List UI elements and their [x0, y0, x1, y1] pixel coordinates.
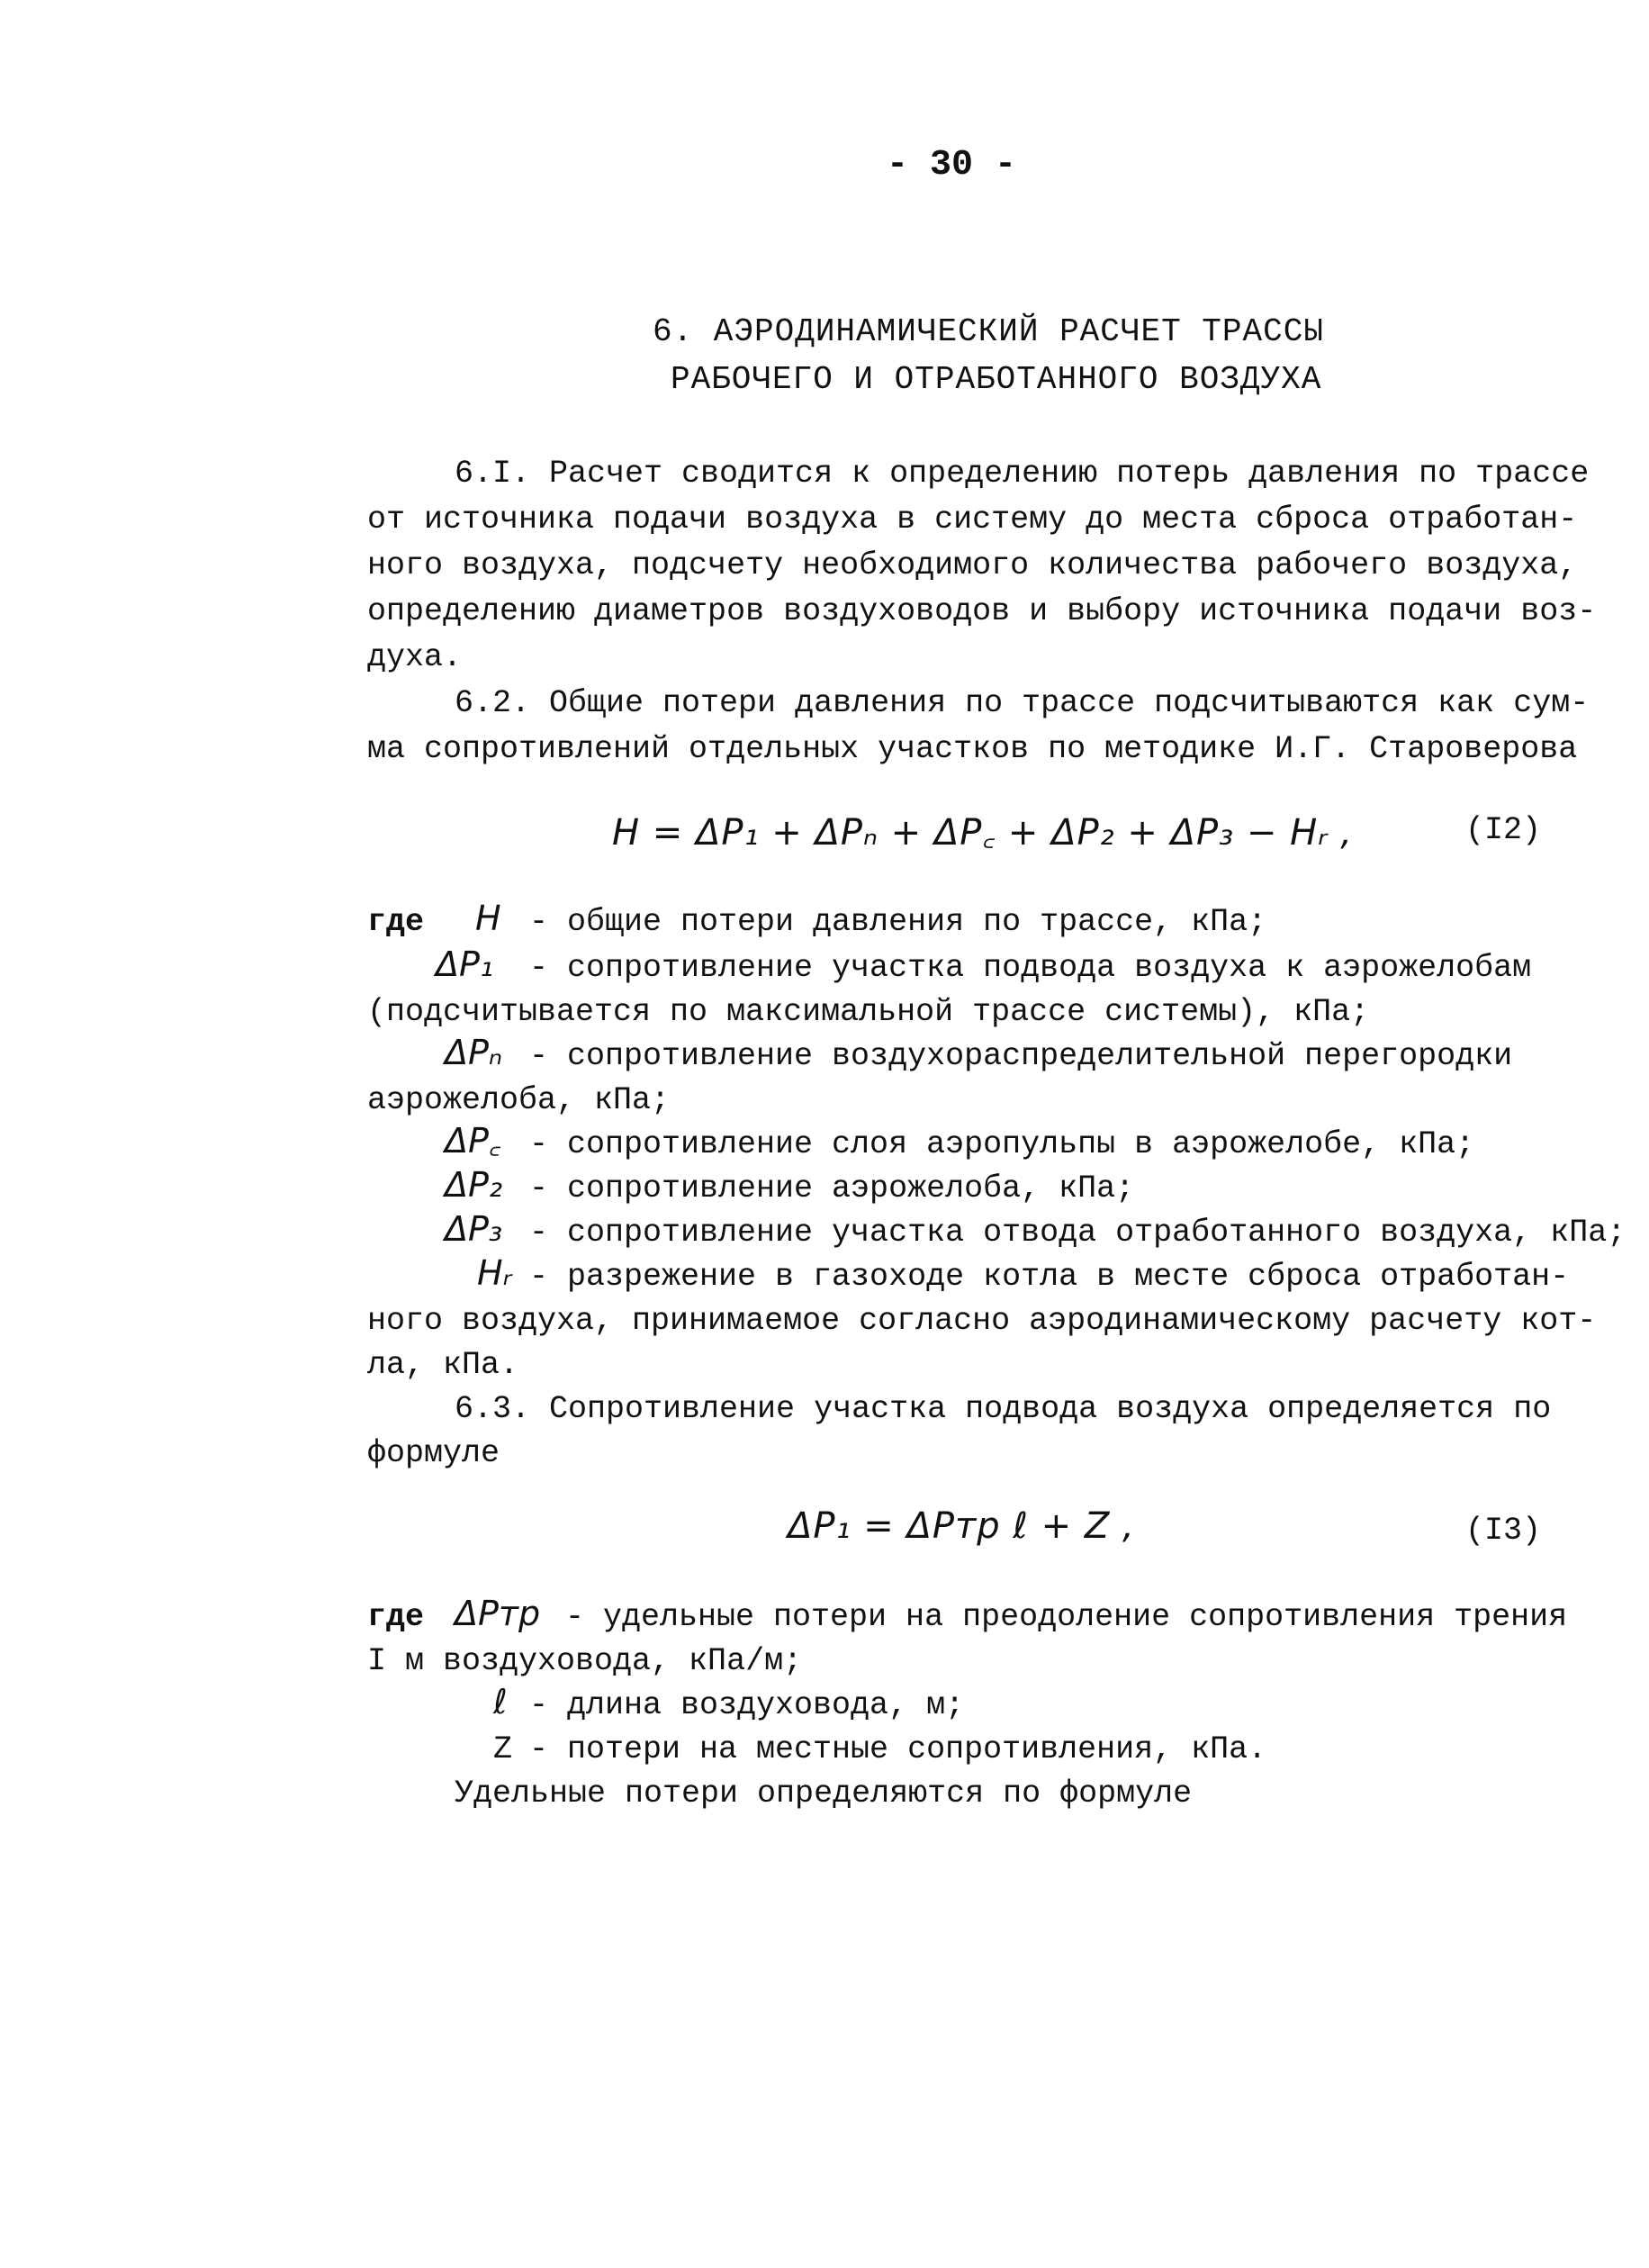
- definition-text: - общие потери давления по трассе, кПа;: [529, 904, 1267, 940]
- definition-text: - сопротивление участка подвода воздуха к аэрожелобам: [529, 950, 1532, 986]
- definition-text: - сопротивление воздухораспределительной перегородки: [529, 1038, 1513, 1074]
- definition-text: (подсчитывается по максимальной трассе системы), кПа;: [367, 994, 1370, 1030]
- symbol-l: ℓ: [493, 1682, 508, 1721]
- formula-12: [612, 806, 1353, 855]
- symbol-dPn: ΔPₙ: [445, 1033, 503, 1072]
- paragraph-6-1-line: от источника подачи воздуха в систему до места сброса отработан-: [367, 501, 1578, 538]
- paragraph-6-1-line: определению диаметров воздуховодов и выбору источника подачи воз-: [367, 593, 1597, 629]
- definition-text: - удельные потери на преодоление сопротивления трения: [565, 1599, 1568, 1635]
- paragraph-6-2-line: ма сопротивлений отдельных участков по методике И.Г. Староверова: [367, 731, 1578, 767]
- definition-text: - потери на местные сопротивления, кПа.: [529, 1731, 1267, 1767]
- symbol-dP2: ΔP₂: [445, 1165, 503, 1205]
- page-number: - 30 -: [887, 145, 1017, 185]
- symbol-dPc: ΔP꜀: [445, 1121, 501, 1161]
- where-label: где: [367, 1599, 425, 1635]
- formula-13: [788, 1505, 1135, 1547]
- paragraph-6-3-line: 6.3. Сопротивление участка подвода воздуха определяется по: [455, 1391, 1552, 1427]
- symbol-dPtr: ΔPтр: [455, 1594, 541, 1633]
- formula-13-number: (I3): [1465, 1513, 1542, 1549]
- definition-text: - сопротивление аэрожелоба, кПа;: [529, 1170, 1135, 1206]
- paragraph-6-1-line: ного воздуха, подсчету необходимого количества рабочего воздуха,: [367, 547, 1578, 583]
- definition-text: - сопротивление слоя аэропульпы в аэрожелобе, кПа;: [529, 1126, 1475, 1162]
- definition-text: I м воздуховода, кПа/м;: [367, 1643, 803, 1679]
- section-heading-line1: 6. АЭРОДИНАМИЧЕСКИЙ РАСЧЕТ ТРАССЫ: [653, 313, 1324, 350]
- definition-text: - длина воздуховода, м;: [529, 1687, 965, 1723]
- symbol-dP3: ΔP₃: [445, 1209, 503, 1249]
- paragraph-6-1-line: духа.: [367, 639, 463, 675]
- paragraph-6-2-line: 6.2. Общие потери давления по трассе подсчитываются как сум-: [455, 685, 1590, 721]
- formula-12-number: (I2): [1465, 812, 1542, 848]
- definition-text: - разрежение в газоходе котла в месте сброса отработан-: [529, 1259, 1570, 1295]
- final-line: Удельные потери определяются по формуле: [455, 1776, 1193, 1812]
- symbol-H: H: [475, 899, 501, 938]
- symbol-Hr: Hᵣ: [477, 1253, 512, 1293]
- symbol-Z: Z: [493, 1731, 513, 1767]
- symbol-dP1: ΔP₁: [436, 944, 494, 984]
- paragraph-6-1-line: 6.I. Расчет сводится к определению потерь давления по трассе: [455, 456, 1590, 492]
- where-label: где: [367, 904, 425, 940]
- definition-text: - сопротивление участка отвода отработанного воздуха, кПа;: [529, 1215, 1626, 1251]
- definition-text: ного воздуха, принимаемое согласно аэродинамическому расчету кот-: [367, 1303, 1597, 1339]
- paragraph-6-3-line: формуле: [367, 1435, 500, 1471]
- formula-12-text: H = ΔP₁ + ΔPₙ + ΔP꜀ + ΔP₂ + ΔP₃ − Hᵣ ,: [612, 812, 1353, 854]
- definition-text: аэрожелоба, кПа;: [367, 1082, 671, 1118]
- formula-13-text: ΔP₁ = ΔPтр ℓ + Z ,: [788, 1505, 1135, 1547]
- section-heading-line2: РАБОЧЕГО И ОТРАБОТАННОГО ВОЗДУХА: [671, 361, 1322, 398]
- definition-text: ла, кПа.: [367, 1347, 519, 1383]
